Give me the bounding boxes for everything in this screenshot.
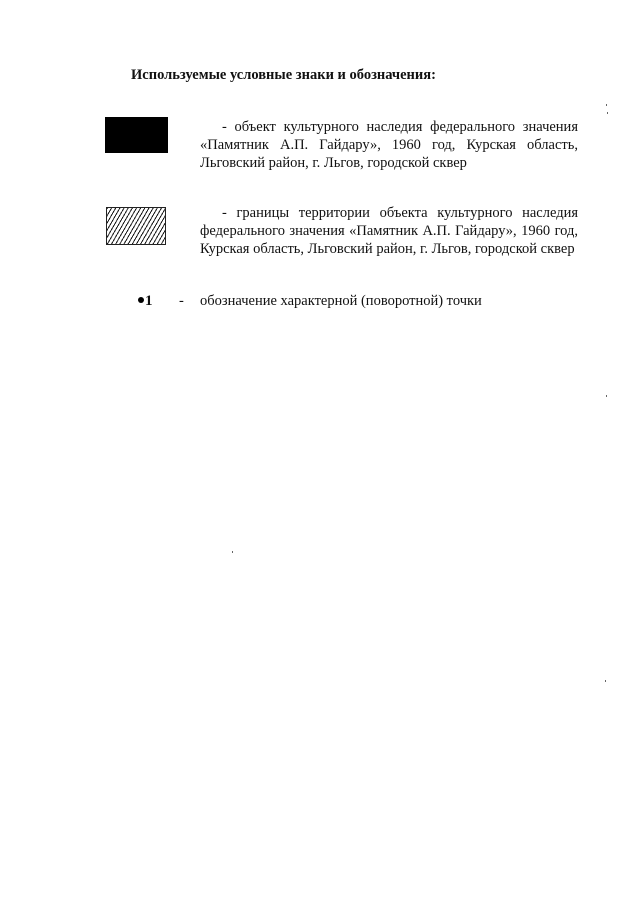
point-marker-label: 1 xyxy=(145,293,153,309)
heritage-object-description-text: - объект культурного наследия федерального значения «Памятник А.П. Гайдару», 1960 год, Курская область, Льговский район, г. Льгов, городской сквер xyxy=(200,119,578,171)
territory-boundary-description-text: - границы территории объекта культурного наследия федерального значения «Памятник А.П. Гайдару», 1960 год, Курская область, Льговский район, г. Льгов, городской сквер xyxy=(200,205,578,257)
territory-boundary-description xyxy=(200,204,578,258)
characteristic-point-description: обозначение характерной (поворотной) точки xyxy=(200,293,482,309)
legend-title: Используемые условные знаки и обозначения: xyxy=(131,67,436,83)
heritage-object-description xyxy=(200,118,578,172)
point-dash: - xyxy=(179,293,184,309)
scan-speck xyxy=(606,395,607,397)
characteristic-point-marker xyxy=(138,292,160,310)
heritage-object-symbol xyxy=(105,117,168,153)
scan-speck xyxy=(232,551,233,553)
point-dot-icon xyxy=(138,297,144,303)
scan-speck xyxy=(606,104,607,106)
scan-speck xyxy=(605,680,606,682)
scan-speck xyxy=(607,112,608,114)
territory-boundary-symbol xyxy=(106,207,166,245)
